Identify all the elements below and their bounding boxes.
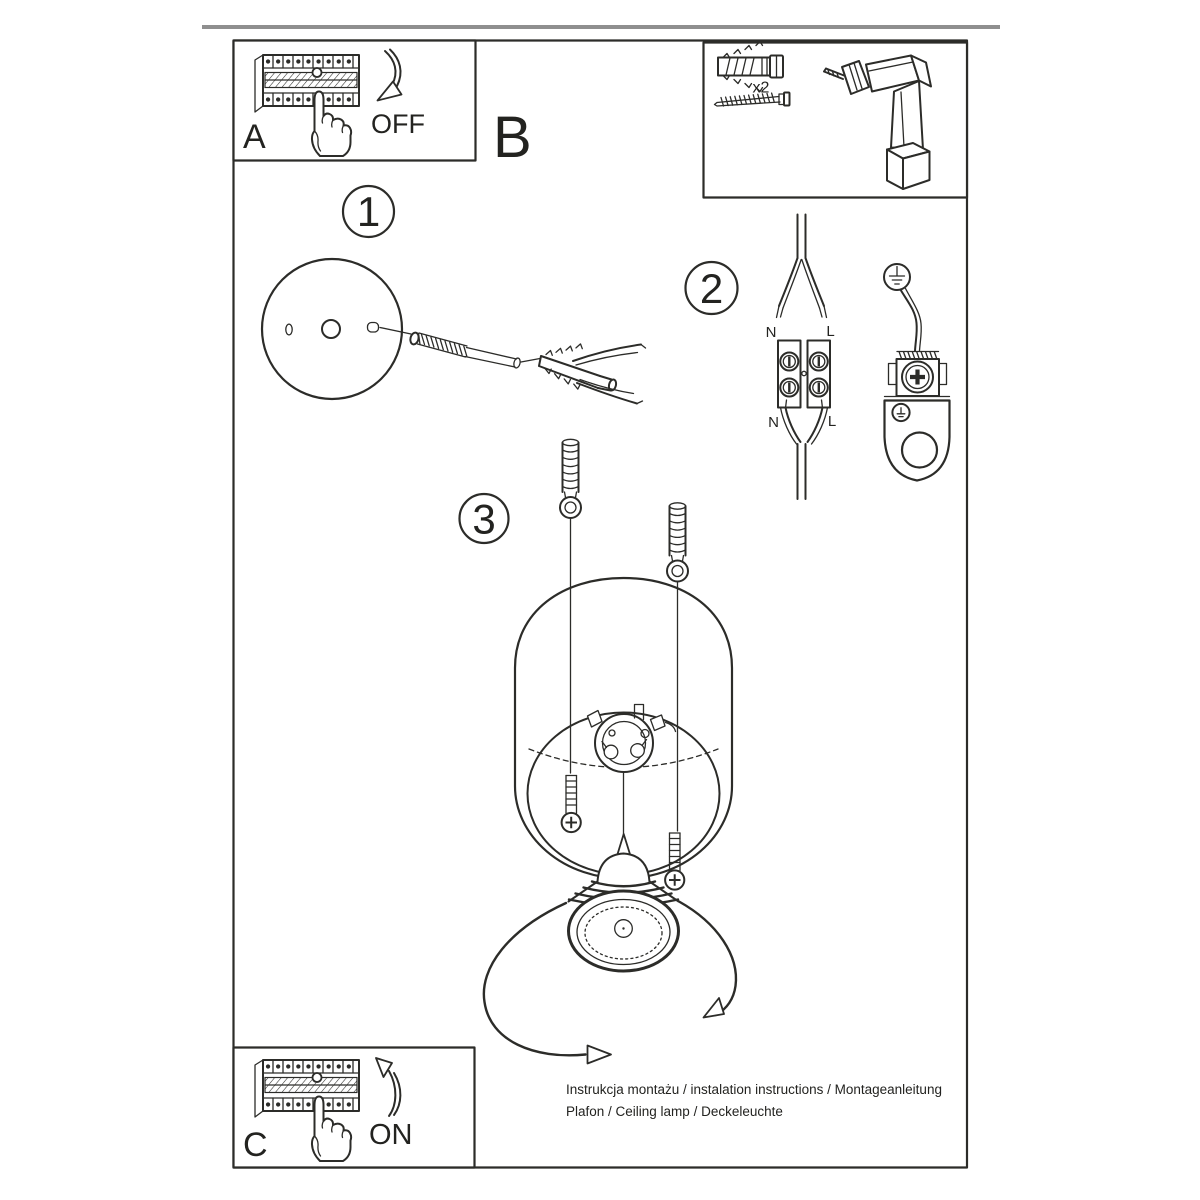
fixing-screw-icon — [667, 503, 688, 582]
terminal-screw-icon — [780, 353, 798, 371]
terminal-screw-icon — [810, 379, 828, 397]
terminal-screw-icon — [780, 379, 798, 397]
panel-c-label: C — [243, 1126, 268, 1164]
ground-connection — [884, 264, 950, 481]
panel-a-action-label: OFF — [371, 109, 425, 139]
terminal-screw-icon — [810, 353, 828, 371]
footer-title-line1: Instrukcja montażu / instalation instructions / Montageanleitung — [566, 1082, 942, 1097]
wire-label-l-top: L — [826, 323, 835, 340]
footer-title-line2: Plafon / Ceiling lamp / Deckeleuchte — [566, 1104, 783, 1119]
alignment-line — [521, 359, 540, 363]
step-2-group — [686, 215, 950, 500]
wire-label-l-bottom: L — [827, 413, 837, 430]
scan-artifact-bar — [202, 25, 1000, 29]
wire-label-n-bottom: N — [768, 414, 779, 431]
ceiling-canopy-plate — [262, 259, 402, 399]
step-3-number: 3 — [472, 495, 496, 543]
rotation-arrow-right-icon — [679, 902, 736, 1018]
wire-label-n-top: N — [765, 324, 777, 341]
terminal-block-wiring — [766, 215, 837, 500]
bracket-hole — [902, 433, 937, 468]
tools-box — [704, 42, 968, 198]
panel-a-box — [234, 41, 476, 161]
section-b-label: B — [493, 105, 532, 170]
mounting-screw-icon — [409, 332, 521, 369]
wall-anchor-icon — [539, 344, 646, 404]
step-3-group — [460, 439, 736, 1063]
step-2-number: 2 — [699, 265, 724, 312]
panel-c-box — [234, 1048, 475, 1168]
panel-a-label: A — [243, 118, 266, 156]
anchor-quantity-label: x2 — [752, 79, 770, 97]
step-1-group — [262, 186, 646, 404]
fixing-screw-icon — [560, 439, 581, 518]
step-1-number: 1 — [356, 188, 381, 235]
panel-c-action-label: ON — [369, 1119, 413, 1151]
